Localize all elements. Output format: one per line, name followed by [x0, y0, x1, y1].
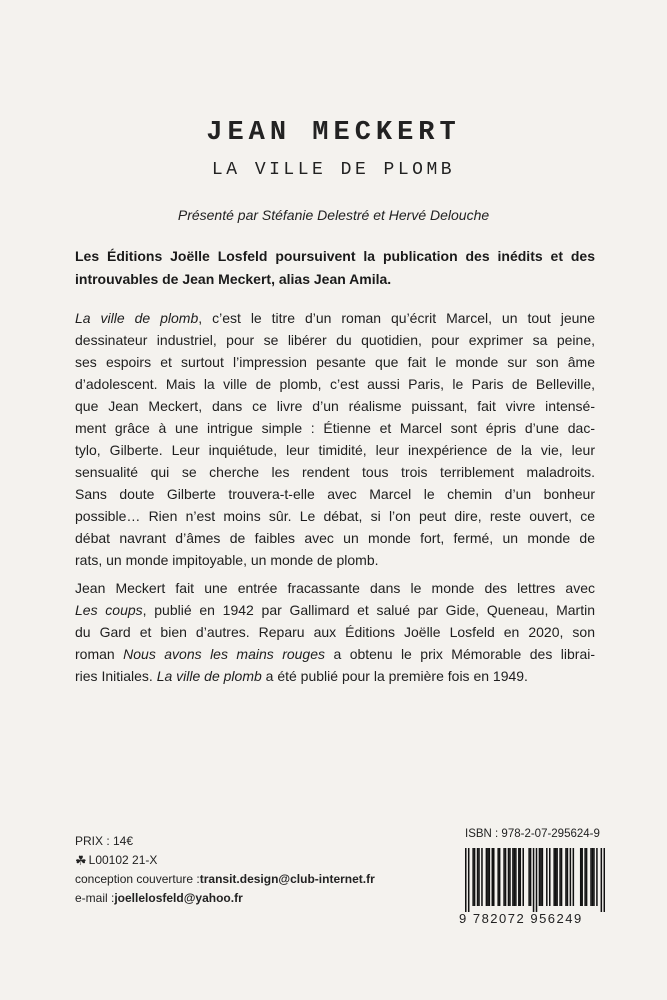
barcode-bar: [509, 848, 511, 906]
barcode-bar: [581, 848, 583, 906]
barcode-bar: [512, 848, 514, 906]
text-line: rats, un monde impitoyable, un monde de plomb.: [75, 552, 379, 568]
barcode-digits: 9 782072 956249: [459, 911, 583, 926]
barcode-bar: [499, 848, 501, 906]
barcode-bar: [486, 848, 488, 906]
barcode-bar: [497, 848, 499, 906]
barcode-bar: [505, 848, 507, 906]
barcode-bar: [592, 848, 594, 906]
barcode-bar: [590, 848, 592, 906]
barcode-bar: [546, 848, 548, 906]
isbn-label: ISBN : 978-2-07-295624-9: [465, 828, 600, 840]
text-line: Sans doute Gilberte trouvera-t-elle avec Marcel le chemin d’un bonheur: [75, 486, 595, 502]
text-line: ries Initiales. La ville de plomb a été publié pour la première fois en 1949.: [75, 668, 528, 684]
text-line: Jean Meckert fait une entrée fracassante dans le monde des lettres avec: [75, 580, 595, 596]
barcode-bar: [533, 848, 535, 912]
barcode-bar: [468, 848, 470, 912]
barcode-bar: [474, 848, 476, 906]
text-line: que Jean Meckert, dans ce livre d’un réalisme puissant, fait vivre intensé-: [75, 398, 595, 414]
publisher-email[interactable]: joellelosfeld@yahoo.fr: [114, 891, 243, 905]
barcode-bar: [567, 848, 569, 906]
barcode-bar: [465, 848, 467, 912]
text-line: roman Nous avons les mains rouges a obtenu le prix Mémorable des librai-: [75, 646, 596, 662]
barcode-bar: [487, 848, 489, 906]
contact-email: e-mail : joellelosfeld@yahoo.fr: [75, 889, 375, 908]
barcode-bar: [503, 848, 505, 906]
barcode-bar: [596, 848, 598, 906]
text-line: possible… Rien n’est moins sûr. Le débat, si l’on peut dire, reste ouvert, ce: [75, 508, 595, 524]
barcode-bar: [515, 848, 517, 906]
text-line: dessinateur industriel, pour se libérer du quotidien, pour exprimer sa peine,: [75, 332, 595, 348]
barcode-bar: [530, 848, 532, 906]
barcode-bar: [481, 848, 483, 906]
barcode-bar: [478, 848, 480, 906]
barcode: [465, 848, 605, 912]
cover-email[interactable]: transit.design@club-internet.fr: [199, 872, 375, 886]
barcode-bar: [604, 848, 605, 912]
barcode-bar: [586, 848, 588, 906]
barcode-bar: [555, 848, 557, 906]
publisher-info: [75, 832, 375, 908]
price: PRIX : 14€: [75, 834, 134, 848]
catalog-code: ☘ L00102 21-X: [75, 853, 158, 868]
text-line: La ville de plomb, c’est le titre d’un roman qu’écrit Marcel, un tout jeune: [75, 310, 596, 326]
barcode-bar: [493, 848, 495, 906]
barcode-bar: [539, 848, 541, 906]
barcode-bar: [561, 848, 563, 906]
text-line: ses espoirs et surtout l’impression pesante que fait le monde sur son âme: [75, 354, 595, 370]
synopsis-paragraph: [75, 307, 595, 571]
barcode-bar: [522, 848, 524, 906]
intro-line: Les Éditions Joëlle Losfeld poursuivent la publication des inédits et des: [75, 248, 595, 264]
barcode-bar: [492, 848, 494, 906]
text-line: Les coups, publié en 1942 par Gallimard et salué par Gide, Queneau, Martin: [75, 602, 595, 618]
intro-line: introuvables de Jean Meckert, alias Jean Amila.: [75, 271, 392, 287]
barcode-bar: [542, 848, 544, 906]
barcode-bar: [570, 848, 572, 906]
barcode-bar: [472, 848, 474, 906]
barcode-bar: [601, 848, 603, 912]
barcode-bar: [593, 848, 595, 906]
barcode-bar: [580, 848, 582, 906]
barcode-bar: [520, 848, 522, 906]
intro-paragraph: [75, 245, 595, 291]
publisher-clover-icon: ☘: [75, 853, 87, 868]
cover-credit: conception couverture : transit.design@club-internet.fr: [75, 870, 375, 889]
barcode-bar: [573, 848, 575, 906]
barcode-bar: [536, 848, 538, 912]
author-name: JEAN MECKERT: [206, 118, 461, 148]
book-title: LA VILLE DE PLOMB: [211, 160, 456, 180]
presented-by: Présenté par Stéfanie Delestré et Hervé Delouche: [177, 207, 490, 223]
barcode-bar: [540, 848, 542, 906]
isbn-block: [459, 828, 605, 926]
barcode-bar: [508, 848, 510, 906]
barcode-bar: [556, 848, 558, 906]
barcode-bar: [514, 848, 516, 906]
barcode-bar: [549, 848, 551, 906]
barcode-bar: [489, 848, 491, 906]
text-line: du Gard et bien d’autres. Reparu aux Éditions Joëlle Losfeld en 2020, son: [75, 624, 595, 640]
barcode-bar: [477, 848, 479, 906]
text-line: ment grâce à une intrigue simple : Étienne et Marcel sont épris d’une dac-: [75, 420, 595, 436]
barcode-bar: [553, 848, 555, 906]
barcode-bar: [565, 848, 567, 906]
text-line: sensualité qui se cherche les rendent tous trois terriblement maladroits.: [75, 464, 595, 480]
text-line: tylo, Gilberte. Leur inquiétude, leur timidité, leur inexpérience de la vie, leur: [75, 442, 595, 458]
text-line: d’adolescent. Mais la ville de plomb, c’est aussi Paris, le Paris de Belleville,: [75, 376, 595, 392]
text-line: débat navrant d’âmes de faibles avec un monde fort, fermé, un monde de: [75, 530, 595, 546]
author-bio-paragraph: [75, 577, 595, 687]
barcode-bar: [559, 848, 561, 906]
barcode-bar: [584, 848, 586, 906]
barcode-bar: [518, 848, 520, 906]
barcode-bar: [528, 848, 530, 906]
